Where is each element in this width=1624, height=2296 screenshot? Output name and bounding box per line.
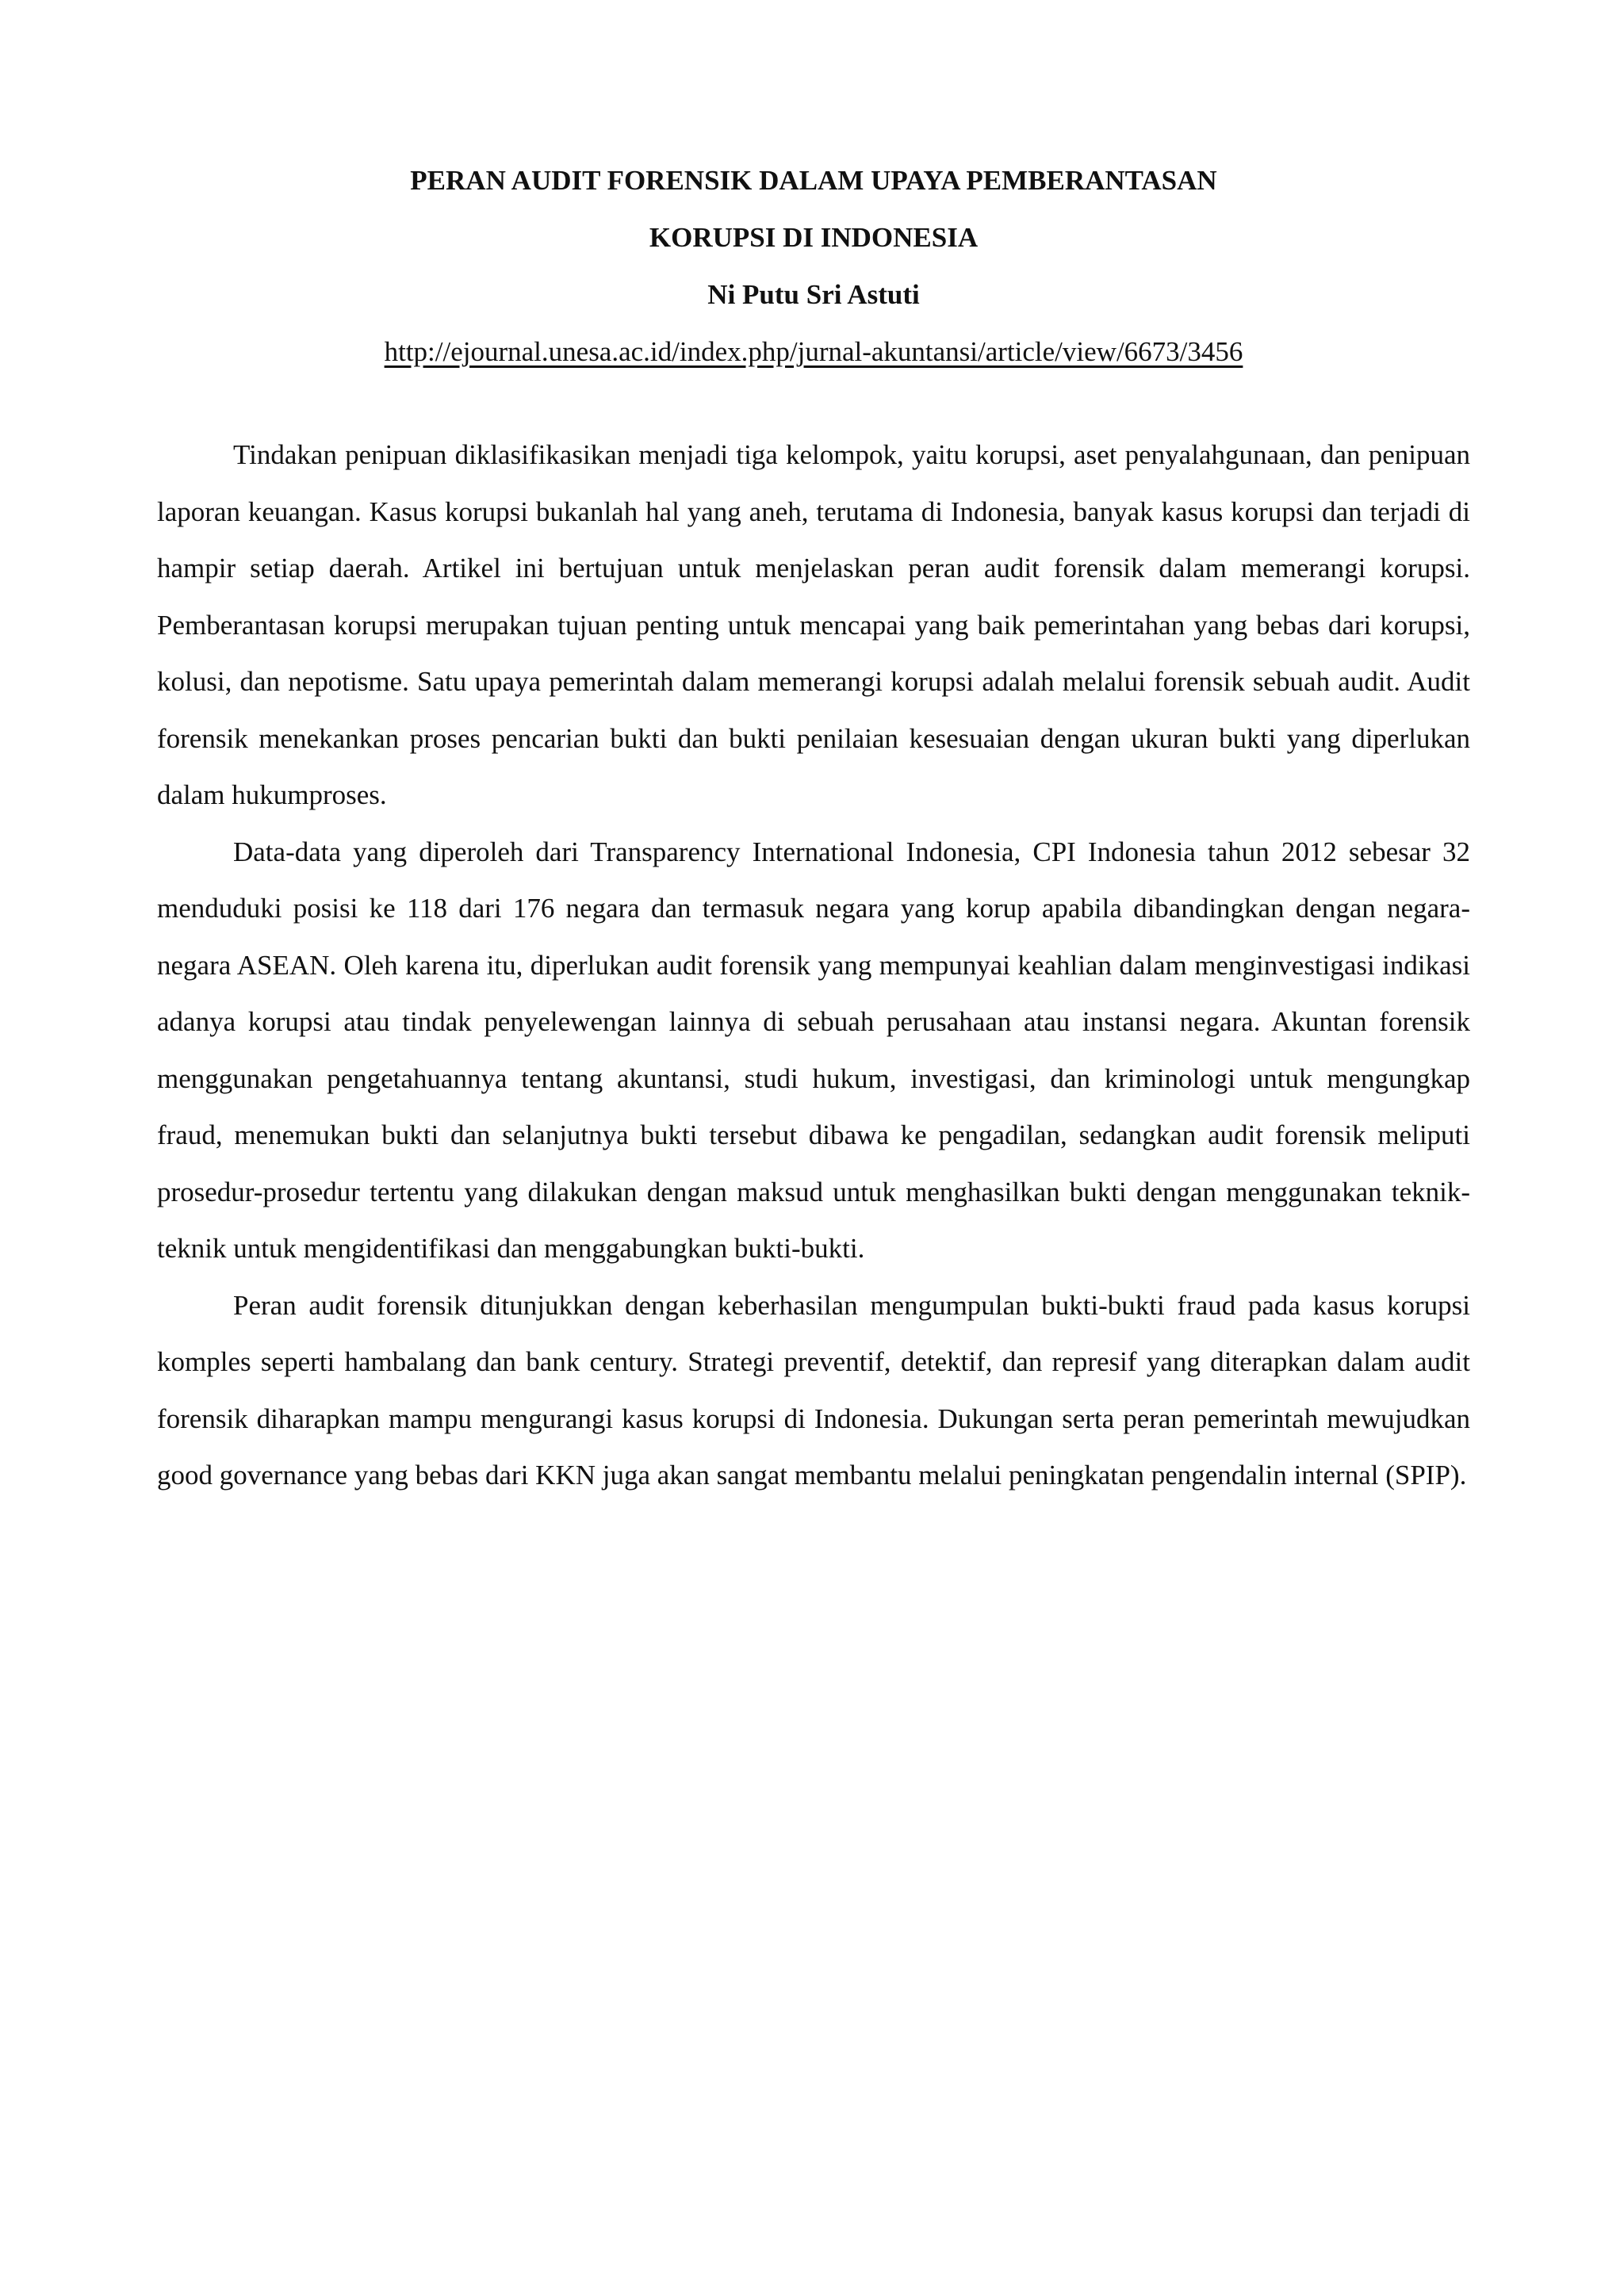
paragraph-1: Tindakan penipuan diklasifikasikan menjadi tiga kelompok, yaitu korupsi, aset penyalahgunaan, dan penipuan laporan keuangan. Kasus korupsi bukanlah hal yang aneh, terutama di Indonesia, banyak kasus korupsi dan terjadi di hampir setiap daerah. Artikel ini bertujuan untuk menjelaskan peran audit forensik dalam memerangi korupsi. Pemberantasan korupsi merupakan tujuan penting untuk mencapai yang baik pemerintahan yang bebas dari korupsi, kolusi, dan nepotisme. Satu upaya pemerintah dalam memerangi korupsi adalah melalui forensik sebuah audit. Audit forensik menekankan proses pencarian bukti dan bukti penilaian kesesuaian dengan ukuran bukti yang diperlukan dalam hukumproses. [157, 439, 1470, 810]
title-line-2: KORUPSI DI INDONESIA [649, 222, 979, 253]
paragraph-2: Data-data yang diperoleh dari Transparency International Indonesia, CPI Indonesia tahun 2012 sebesar 32 menduduki posisi ke 118 dari 176 negara dan termasuk negara yang korup apabila dibandingkan dengan negara-negara ASEAN. Oleh karena itu, diperlukan audit forensik yang mempunyai keahlian dalam menginvestigasi indikasi adanya korupsi atau tindak penyelewengan lainnya di sebuah perusahaan atau instansi negara. Akuntan forensik menggunakan pengetahuannya tentang akuntansi, studi hukum, investigasi, dan kriminologi untuk mengungkap fraud, menemukan bukti dan selanjutnya bukti tersebut dibawa ke pengadilan, sedangkan audit forensik meliputi prosedur-prosedur tertentu yang dilakukan dengan maksud untuk menghasilkan bukti dengan menggunakan teknik-teknik untuk mengidentifikasi dan menggabungkan bukti-bukti. [157, 836, 1470, 1264]
abstract-body [157, 427, 1470, 1504]
author-name: Ni Putu Sri Astuti [707, 279, 920, 310]
title-line-1: PERAN AUDIT FORENSIK DALAM UPAYA PEMBERANTASAN [410, 165, 1217, 196]
article-url-link[interactable]: http://ejournal.unesa.ac.id/index.php/jurnal-akuntansi/article/view/6673/3456 [384, 336, 1243, 367]
document-page [157, 152, 1470, 1504]
paragraph-3: Peran audit forensik ditunjukkan dengan keberhasilan mengumpulan bukti-bukti fraud pada kasus korupsi komples seperti hambalang dan bank century. Strategi preventif, detektif, dan represif yang diterapkan dalam audit forensik diharapkan mampu mengurangi kasus korupsi di Indonesia. Dukungan serta peran pemerintah mewujudkan good governance yang bebas dari KKN juga akan sangat membantu melalui peningkatan pengendalin internal (SPIP). [157, 1289, 1470, 1490]
